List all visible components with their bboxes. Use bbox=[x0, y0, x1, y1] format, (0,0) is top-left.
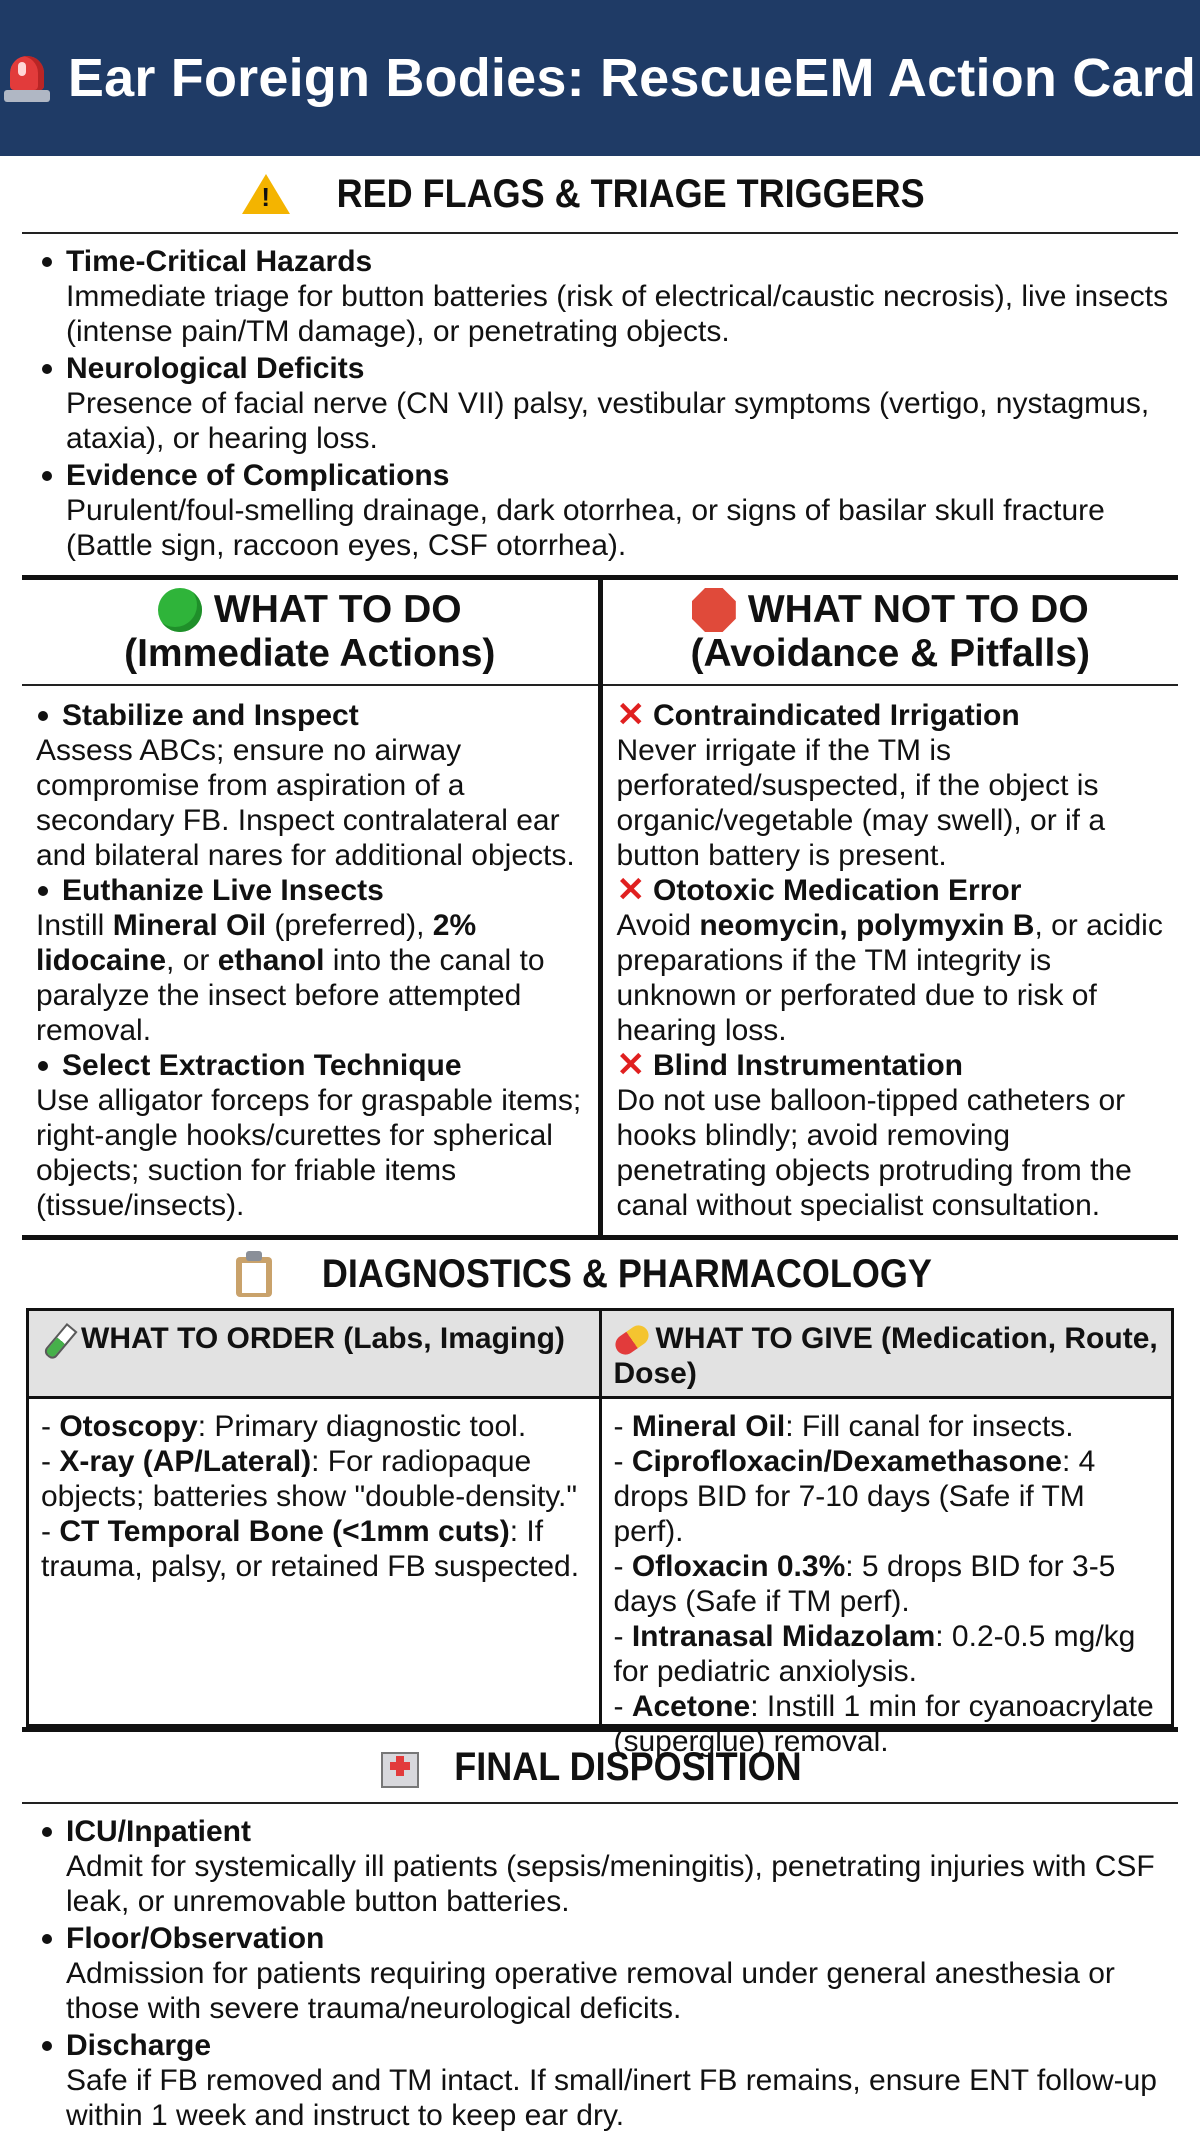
stop-sign-icon bbox=[692, 588, 736, 632]
list-item: - CT Temporal Bone (<1mm cuts): If trauma, palsy, or retained FB suspected. bbox=[41, 1515, 580, 1583]
order-header: WHAT TO ORDER (Labs, Imaging) bbox=[29, 1311, 599, 1399]
clipboard-icon bbox=[234, 1251, 274, 1297]
list-item: - Acetone: Instill 1 min for cyanoacrylate (superglue) removal. bbox=[613, 1690, 1154, 1758]
what-to-do-list: Stabilize and Inspect Assess ABCs; ensure no airway compromise from aspiration of a secondary FB. Inspect contralateral ear and bilateral nares for additional objects. Euthanize Live Insects Instill Mineral Oil (preferred), 2% lidocaine, or ethanol into the canal to paralyze the insect before attempted removal. Select Extraction Technique Use alligator forceps for graspable items; right-angle hooks/curettes for spherical objects; suction for friable items (tissue/insects). bbox=[36, 699, 582, 1222]
list-item: - Ciprofloxacin/Dexamethasone: 4 drops BID for 7-10 days (Safe if TM perf). bbox=[613, 1445, 1096, 1548]
list-item: Discharge Safe if FB removed and TM intact. If small/inert FB remains, ensure ENT follow-up within 1 week and instruct to keep ear dry. bbox=[40, 2028, 1178, 2133]
diagnostics-title: DIAGNOSTICS & PHARMACOLOGY bbox=[0, 1240, 1200, 1308]
list-item: Floor/Observation Admission for patients requiring operative removal under general anesthesia or those with severe trauma/neurological deficits. bbox=[40, 1921, 1178, 2026]
diagnostics-table bbox=[26, 1308, 1174, 1758]
list-item: Time-Critical Hazards Immediate triage for button batteries (risk of electrical/caustic necrosis), live insects (intense pain/TM damage), or penetrating objects. bbox=[40, 244, 1178, 349]
header-banner bbox=[0, 0, 1200, 156]
cross-mark-icon: ✕ bbox=[616, 696, 645, 734]
order-list bbox=[29, 1399, 599, 1724]
bullet-icon bbox=[38, 711, 48, 721]
warning-icon: ! bbox=[242, 174, 290, 214]
siren-icon bbox=[4, 52, 50, 104]
green-circle-icon bbox=[158, 588, 202, 632]
give-column bbox=[602, 1311, 1172, 1758]
disposition-title: FINAL DISPOSITION bbox=[0, 1732, 1200, 1802]
order-column bbox=[29, 1311, 602, 1724]
bullet-icon bbox=[38, 1061, 48, 1071]
list-item: - Ofloxacin 0.3%: 5 drops BID for 3-5 days (Safe if TM perf). bbox=[613, 1550, 1116, 1618]
pill-icon bbox=[611, 1322, 652, 1359]
give-header: WHAT TO GIVE (Medication, Route, Dose) bbox=[602, 1311, 1172, 1399]
disposition-list bbox=[0, 1804, 1200, 2133]
cross-mark-icon: ✕ bbox=[616, 1046, 645, 1084]
what-to-do-column bbox=[22, 580, 603, 1235]
disposition-section bbox=[0, 1732, 1200, 2133]
what-to-do-header: WHAT TO DO (Immediate Actions) bbox=[22, 580, 598, 686]
hospital-icon bbox=[379, 1746, 421, 1788]
what-not-to-do-list: ✕ Contraindicated Irrigation Never irrigate if the TM is perforated/suspected, if the object is organic/vegetable (may swell), or if a button battery is present. ✕ Ototoxic Medication Error Avoid neomycin, polymyxin B, or acidic preparations if the TM integrity is unknown or perforated due to risk of hearing loss. ✕ Blind Instrumentation Do not use balloon-tipped catheters or hooks blindly; avoid removing penetrating objects protruding from the canal without specialist consultation. bbox=[616, 696, 1163, 1222]
page-title: Ear Foreign Bodies: RescueEM Action Card bbox=[67, 48, 1197, 108]
list-item: Neurological Deficits Presence of facial nerve (CN VII) palsy, vestibular symptoms (vertigo, nystagmus, ataxia), or hearing loss. bbox=[40, 351, 1178, 456]
list-item: - X-ray (AP/Lateral): For radiopaque objects; batteries show "double-density." bbox=[41, 1445, 578, 1513]
red-flags-section bbox=[0, 156, 1200, 575]
give-list bbox=[602, 1399, 1172, 1758]
cross-mark-icon: ✕ bbox=[616, 871, 645, 909]
list-item: - Intranasal Midazolam: 0.2-0.5 mg/kg for pediatric anxiolysis. bbox=[613, 1620, 1136, 1688]
test-tube-icon bbox=[41, 1323, 75, 1357]
what-not-to-do-column bbox=[603, 580, 1179, 1235]
list-item: - Mineral Oil: Fill canal for insects. bbox=[613, 1410, 1074, 1443]
bullet-icon bbox=[38, 886, 48, 896]
list-item: - Otoscopy: Primary diagnostic tool. bbox=[41, 1410, 527, 1443]
do-dont-section bbox=[22, 580, 1178, 1235]
red-flags-list bbox=[0, 234, 1200, 575]
red-flags-title: ! RED FLAGS & TRIAGE TRIGGERS bbox=[0, 156, 1200, 232]
what-not-to-do-header: WHAT NOT TO DO (Avoidance & Pitfalls) bbox=[603, 580, 1179, 686]
list-item: Evidence of Complications Purulent/foul-smelling drainage, dark otorrhea, or signs of basilar skull fracture (Battle sign, raccoon eyes, CSF otorrhea). bbox=[40, 458, 1178, 563]
list-item: ICU/Inpatient Admit for systemically ill patients (sepsis/meningitis), penetrating injuries with CSF leak, or unremovable button batteries. bbox=[40, 1814, 1178, 1919]
